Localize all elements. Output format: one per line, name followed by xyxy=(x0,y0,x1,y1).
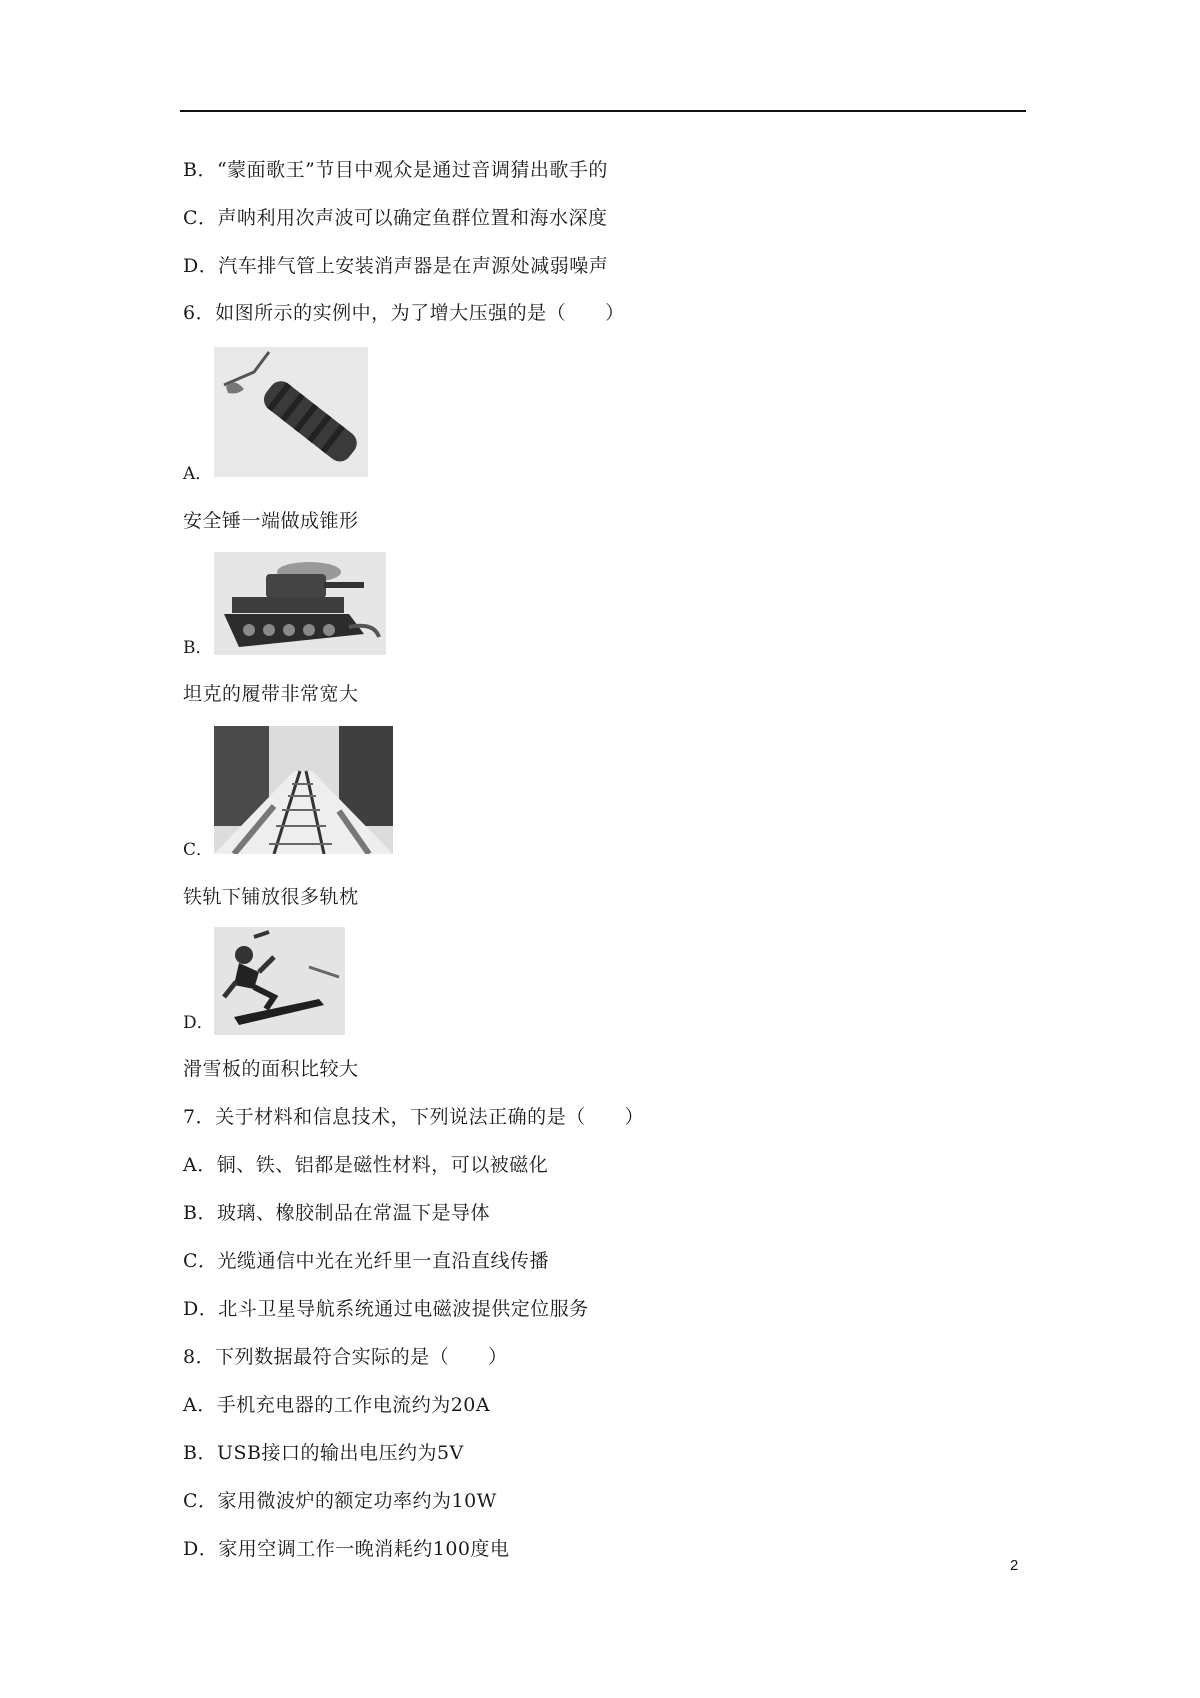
q8-option-c: C．家用微波炉的额定功率约为10W xyxy=(183,1490,497,1512)
q6-option-d-caption: 滑雪板的面积比较大 xyxy=(183,1058,359,1080)
q5-option-c: C．声呐利用次声波可以确定鱼群位置和海水深度 xyxy=(183,207,608,229)
q5-option-d: D．汽车排气管上安装消声器是在声源处减弱噪声 xyxy=(183,255,609,277)
page-number: 2 xyxy=(1010,1557,1019,1574)
q8-option-a: A．手机充电器的工作电流约为20A xyxy=(183,1394,491,1416)
q7-option-b: B．玻璃、橡胶制品在常温下是导体 xyxy=(183,1202,490,1224)
q7-option-a: A．铜、铁、铝都是磁性材料，可以被磁化 xyxy=(183,1154,549,1176)
q6-option-b-label: B． xyxy=(183,638,213,658)
tank-image xyxy=(214,552,386,655)
skier-image xyxy=(214,927,345,1035)
q8-option-b: B．USB接口的输出电压约为5V xyxy=(183,1442,464,1464)
q6-option-a-caption: 安全锤一端做成锥形 xyxy=(183,510,359,532)
q6-option-c-label: C． xyxy=(183,840,214,860)
q7-option-d: D．北斗卫星导航系统通过电磁波提供定位服务 xyxy=(183,1298,589,1320)
q6-stem: 6．如图所示的实例中，为了增大压强的是（ ） xyxy=(183,302,625,324)
q7-stem: 7．关于材料和信息技术，下列说法正确的是（ ） xyxy=(183,1106,645,1128)
q6-option-b-caption: 坦克的履带非常宽大 xyxy=(183,683,359,705)
q6-option-d-label: D． xyxy=(183,1013,214,1033)
q6-option-a-label: A． xyxy=(183,464,213,484)
header-rule xyxy=(180,110,1026,112)
safety-hammer-image xyxy=(214,347,368,477)
q7-option-c: C．光缆通信中光在光纤里一直沿直线传播 xyxy=(183,1250,550,1272)
q8-stem: 8．下列数据最符合实际的是（ ） xyxy=(183,1346,508,1368)
railway-track-image xyxy=(214,726,393,854)
q6-option-c-caption: 铁轨下铺放很多轨枕 xyxy=(183,886,359,908)
q8-option-d: D．家用空调工作一晚消耗约100度电 xyxy=(183,1538,510,1560)
q5-option-b: B．“蒙面歌王”节目中观众是通过音调猜出歌手的 xyxy=(183,159,608,181)
